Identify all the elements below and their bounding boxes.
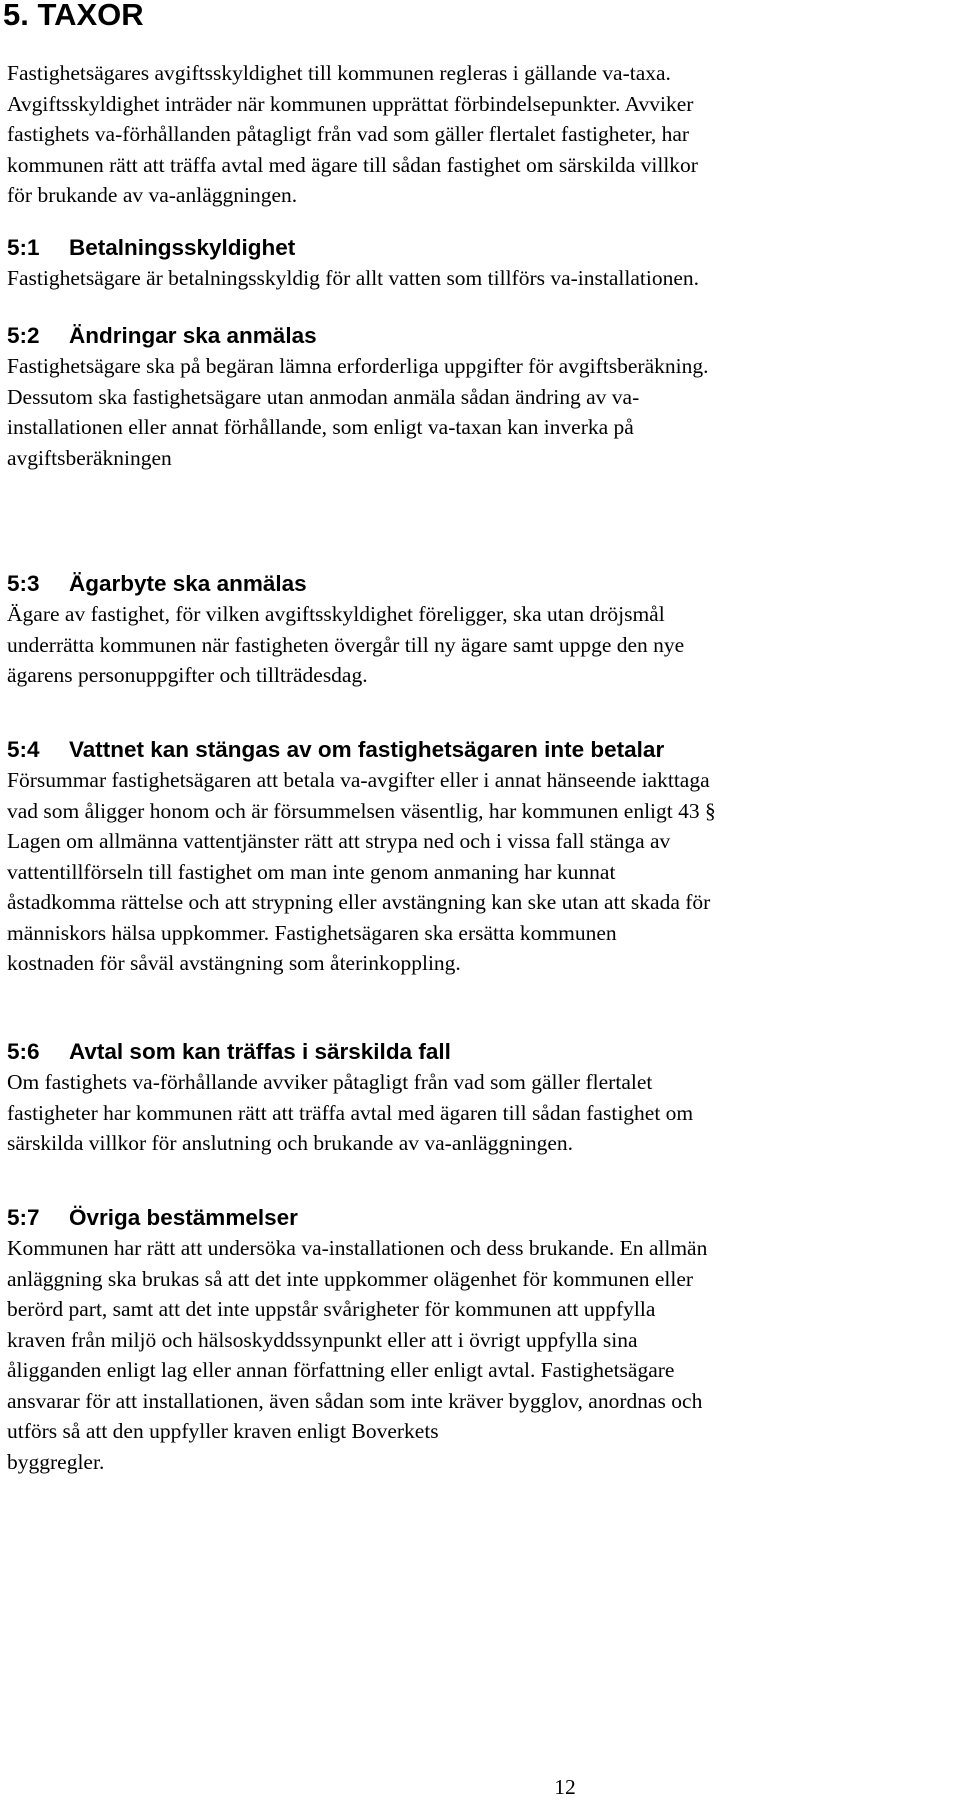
text-line: underrätta kommunen när fastigheten övergår till ny ägare samt uppge den nye: [7, 632, 685, 657]
section-body: [7, 1233, 957, 1477]
text-line: berörd part, samt att det inte uppstår svårigheter för kommunen att uppfylla: [7, 1297, 656, 1321]
section-number: 5:4: [7, 737, 40, 762]
text-line: Om fastighets va-förhållande avviker påtagligt från vad som gäller flertalet: [7, 1070, 653, 1094]
text-line: fastighets va-förhållanden påtagligt från vad som gäller flertalet fastigheter, har: [7, 122, 690, 146]
text-line: särskilda villkor för anslutning och brukande av va-anläggningen.: [7, 1131, 574, 1155]
section-body: [7, 765, 957, 979]
section-number: 5:2: [7, 323, 40, 348]
text-line: människors hälsa uppkommer. Fastighetsägaren ska ersätta kommunen: [7, 920, 617, 945]
section-heading: [7, 1037, 451, 1067]
text-line: utförs så att den uppfyller kraven enligt Boverkets: [7, 1419, 439, 1443]
text-line: vad som åligger honom och är försummelsen väsentlig, har kommunen enligt 43 §: [7, 798, 716, 823]
text-line: anläggning ska brukas så att det inte uppkommer olägenhet för kommunen eller: [7, 1266, 694, 1291]
section-title: Ändringar ska anmälas: [69, 323, 317, 348]
text-line: kostnaden för såväl avstängning som återinkoppling.: [7, 951, 461, 975]
text-line: avgiftsberäkningen: [7, 445, 172, 470]
text-line: Fastighetsägare är betalningsskyldig för allt vatten som tillförs va-installationen.: [7, 266, 700, 290]
section-number: 5:1: [7, 235, 40, 260]
section-heading: [7, 735, 664, 765]
text-line: kommunen rätt att träffa avtal med ägare till sådan fastighet om särskilda villkor: [7, 152, 698, 177]
intro-paragraph: [7, 58, 957, 211]
section-heading: [7, 1203, 298, 1233]
text-line: vattentillförseln till fastighet om man inte genom anmaning har kunnat: [7, 859, 616, 884]
text-line: kraven från miljö och hälsoskyddssynpunkt eller att i övrigt uppfylla sina: [7, 1327, 638, 1352]
text-line: Fastighetsägares avgiftsskyldighet till kommunen regleras i gällande va-taxa.: [7, 61, 671, 85]
text-line: ägarens personuppgifter och tillträdesdag.: [7, 663, 368, 687]
section-number: 5:7: [7, 1205, 40, 1230]
section-body: [7, 263, 957, 294]
section-heading: [7, 321, 317, 351]
section-title: Ägarbyte ska anmälas: [69, 571, 307, 596]
section-number: 5:3: [7, 571, 40, 596]
section-number: 5:6: [7, 1039, 40, 1064]
text-line: Avgiftsskyldighet inträder när kommunen upprättat förbindelsepunkter. Avviker: [7, 91, 694, 116]
section-heading: [7, 569, 307, 599]
text-line: fastigheter har kommunen rätt att träffa avtal med ägaren till sådan fastighet om: [7, 1100, 694, 1125]
section-title: Betalningsskyldighet: [69, 235, 296, 260]
text-line: Kommunen har rätt att undersöka va-installationen och dess brukande. En allmän: [7, 1236, 708, 1260]
section-title: Vattnet kan stängas av om fastighetsägaren inte betalar: [69, 737, 665, 762]
text-line: Fastighetsägare ska på begäran lämna erforderliga uppgifter för avgiftsberäkning.: [7, 354, 709, 378]
section-body: [7, 351, 957, 473]
text-line: installationen eller annat förhållande, som enligt va-taxan kan inverka på: [7, 415, 634, 439]
text-line: Dessutom ska fastighetsägare utan anmodan anmäla sådan ändring av va-: [7, 384, 640, 409]
section-heading: [7, 233, 295, 263]
section-body: [7, 599, 957, 691]
text-line: byggregler.: [7, 1449, 105, 1474]
text-line: ansvarar för att installationen, även sådan som inte kräver bygglov, anordnas och: [7, 1388, 703, 1413]
text-line: för brukande av va-anläggningen.: [7, 183, 298, 207]
text-line: Lagen om allmänna vattentjänster rätt att strypa ned och i vissa fall stänga av: [7, 829, 671, 853]
text-line: åstadkomma rättelse och att strypning eller avstängning kan ske utan att skada för: [7, 890, 711, 914]
section-title: Övriga bestämmelser: [69, 1205, 298, 1230]
text-line: Försummar fastighetsägaren att betala va-avgifter eller i annat hänseende iakttaga: [7, 768, 710, 792]
section-body: [7, 1067, 957, 1159]
text-line: Ägare av fastighet, för vilken avgiftsskyldighet föreligger, ska utan dröjsmål: [7, 602, 665, 626]
page-number: 12: [554, 1775, 576, 1799]
section-title: Avtal som kan träffas i särskilda fall: [69, 1039, 451, 1064]
text-line: åligganden enligt lag eller annan författning eller enligt avtal. Fastighetsägare: [7, 1358, 675, 1382]
page-title: 5. TAXOR: [3, 0, 144, 32]
